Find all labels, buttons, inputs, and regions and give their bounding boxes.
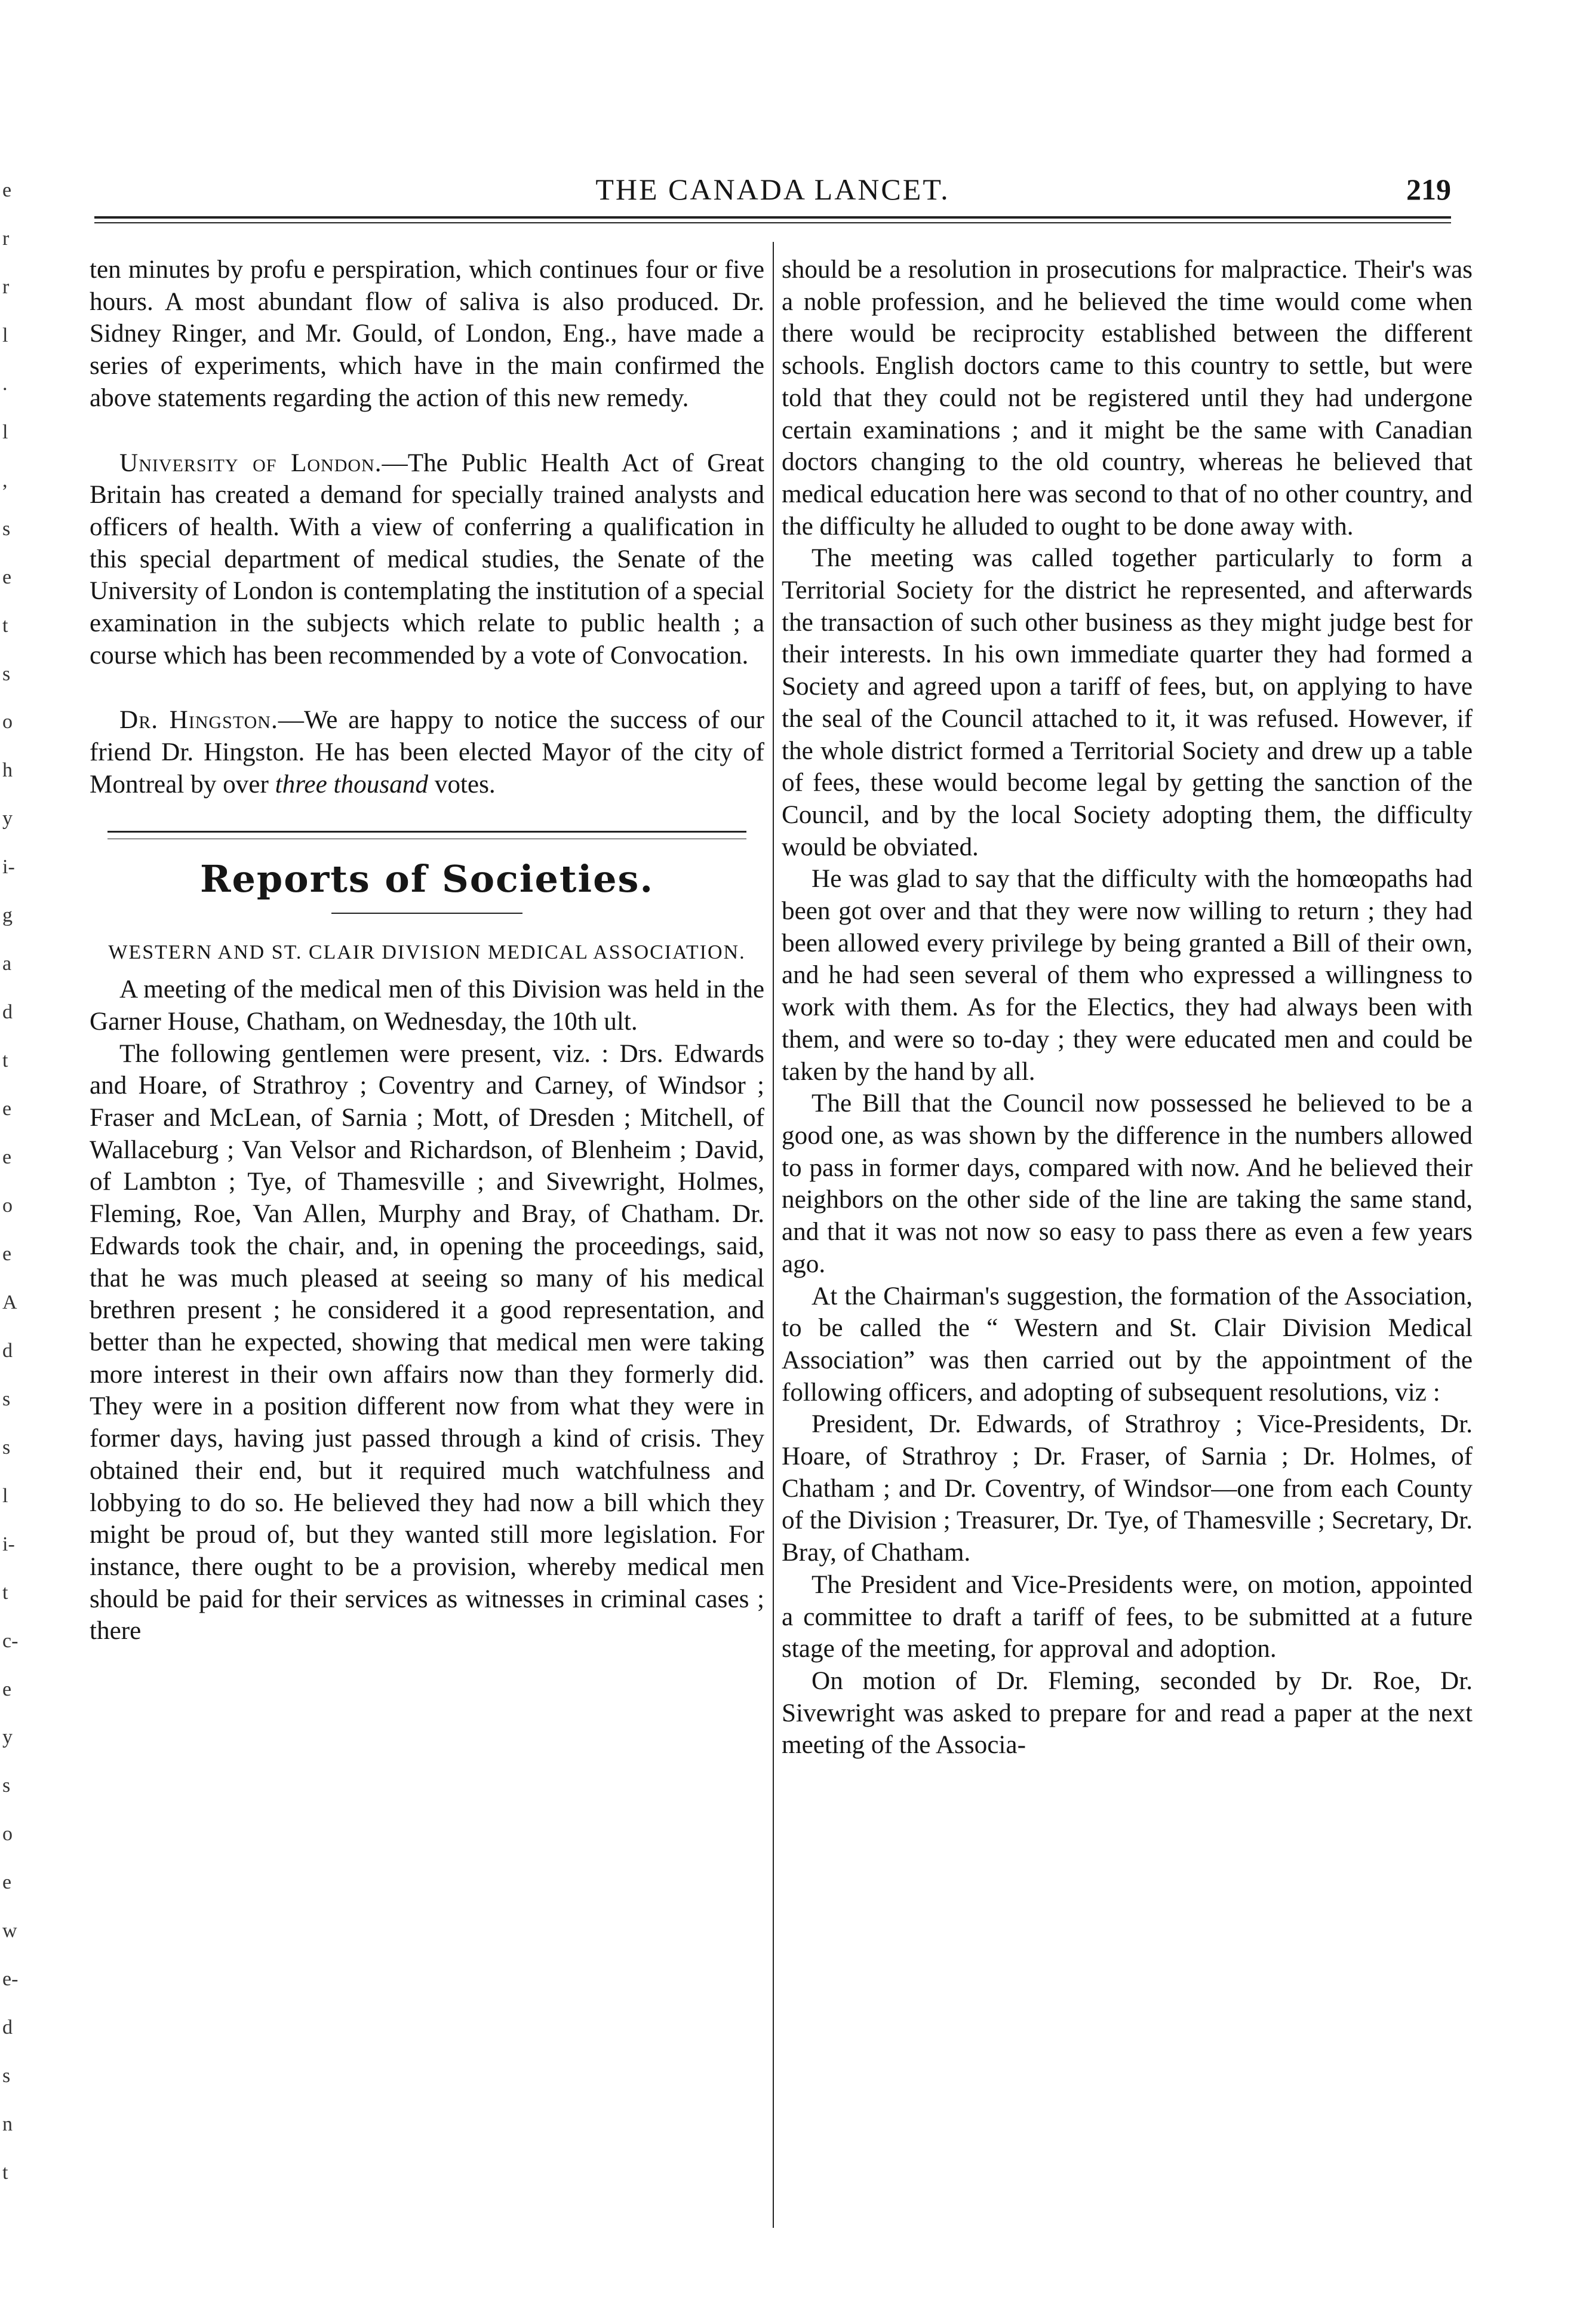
paragraph-remedy-continuation: ten minutes by profu e perspiration, which continues four or five hours. A most abundant flow of saliva is also produced. Dr. Sidney Ringer, and Mr. Gould, of London, Eng., have made a series of experiments, which have in the main confirmed the above statements regarding the action of this new remedy. bbox=[90, 256, 764, 412]
left-margin-fragments bbox=[0, 179, 19, 2324]
margin-fragment: w bbox=[2, 1920, 17, 1942]
header-rule-thin bbox=[94, 222, 1451, 223]
margin-fragment: e- bbox=[2, 1968, 19, 1991]
margin-fragment: o bbox=[2, 711, 13, 733]
margin-fragment: , bbox=[2, 469, 8, 492]
paragraph-territorial-society: The meeting was called together particularly to form a Territorial Society for the district he represented, and afterwards the transaction of such other business as they might judge best for their interests. In his own immediate quarter they had formed a Society and agreed upon a tariff of fees, but, on applying to have the seal of the Council attached to it, it was refused. However, if the whole district formed a Territorial Society and drew up a table of fees, these would become legal by getting the sanction of the Council, and by the local Society adopting them, the difficulty would be obviated. bbox=[782, 544, 1473, 861]
margin-fragment: s bbox=[2, 1387, 11, 1410]
margin-fragment: e bbox=[2, 1146, 12, 1169]
margin-fragment: l bbox=[2, 324, 8, 346]
page-number: 219 bbox=[1406, 173, 1451, 206]
paragraph-malpractice-continuation: should be a resolution in prosecutions for malpractice. Their's was a noble profession, and he believed the time would come when there would be reciprocity established between the different schools. English doctors came to this country to settle, but were told that they could not be registered until they had undergone certain examinations ; and it might be the same with Canadian doctors changing to the old country, whereas he believed that medical education here was second to that of no other country, and the difficulty he alluded to ought to be done away with. bbox=[782, 256, 1473, 541]
margin-fragment: l bbox=[2, 420, 8, 443]
running-header bbox=[94, 172, 1451, 208]
margin-fragment: c- bbox=[2, 1629, 19, 1652]
margin-fragment: t bbox=[2, 1049, 8, 1072]
paragraph-council-bill: The Bill that the Council now possessed he believed to be a good one, as was shown by the difference in the numbers allowed to pass in former days, compared with now. And he believed their neighbors on the other side of the line are taking the same stand, and that it was not now so easy to pass there as even a few years ago. bbox=[782, 1089, 1473, 1278]
left-column bbox=[90, 254, 764, 1647]
article-heading: WESTERN AND ST. CLAIR DIVISION MEDICAL ASSOCIATION. bbox=[108, 941, 746, 964]
section-title: Reports of Societies. bbox=[199, 856, 654, 901]
margin-fragment: h bbox=[2, 759, 13, 782]
margin-fragment: d bbox=[2, 2016, 13, 2039]
university-text: —The Public Health Act of Great Britain has created a demand for specially trained analysts and officers of health. With a view of conferring a qualification in this special department of medical studies, the Senate of the University of London is contemplating the institution of a special examination in the subjects which relate to public health ; a course which has been recommended by a vote of Convocation. bbox=[90, 449, 764, 670]
journal-title: THE CANADA LANCET. bbox=[595, 173, 950, 206]
margin-fragment: r bbox=[2, 227, 10, 250]
paragraph-gentlemen-present: The following gentlemen were present, viz. : Drs. Edwards and Hoare, of Strathroy ; Coventry and Carney, of Windsor ; Fraser and McLean, of Sarnia ; Mott, of Dresden ; Mitchell, of Wallaceburg ; Van Velsor and Richardson, of Blenheim ; David, of Lambton ; Tye, of Thamesville ; and Sivewright, Holmes, Fleming, Roe, Van Allen, Murphy and Bray, of Chatham. Dr. Edwards took the chair, and, in opening the proceedings, said, that he was much pleased at seeing so many of his medical brethren present ; he considered it a good representation, and better than he expected, showing that medical men were taking more interest in their own affairs now than they formerly did. They were in a position different now from what they were in former days, having just passed through a kind of crisis. They obtained their end, but it required much watchfulness and lobbying to do so. He believed they had now a bill which they might be proud of, but they wanted still more legislation. For instance, there ought to be a provision, whereby medical men should be paid for their services as witnesses in criminal cases ; there bbox=[90, 1039, 764, 1645]
margin-fragment: . bbox=[2, 372, 8, 395]
paragraph-motion: On motion of Dr. Fleming, seconded by Dr. Roe, Dr. Sivewright was asked to prepare for and read a paper at the next meeting of the Associa- bbox=[782, 1666, 1473, 1760]
paragraph-committee: The President and Vice-Presidents were, on motion, appointed a committee to draft a tariff of fees, to be submitted at a future stage of the meeting, for approval and adoption. bbox=[782, 1570, 1473, 1663]
section-divider bbox=[107, 831, 746, 839]
hingston-text-before: —We are happy to notice the success of our friend Dr. Hingston. He has been elected Mayor of the city of Montreal by over bbox=[90, 706, 764, 799]
margin-fragment: y bbox=[2, 1726, 13, 1749]
hingston-text-after: votes. bbox=[428, 770, 496, 799]
margin-fragment: n bbox=[2, 2113, 13, 2136]
university-lead: University of London. bbox=[119, 449, 382, 477]
margin-fragment: A bbox=[2, 1291, 17, 1313]
margin-fragment: s bbox=[2, 517, 11, 540]
margin-fragment: a bbox=[2, 953, 12, 975]
paragraph-officers: President, Dr. Edwards, of Strathroy ; Vice-Presidents, Dr. Hoare, of Strathroy ; Dr. Fraser, of Sarnia ; Dr. Holmes, of Chatham ; and Dr. Coventry, of Windsor—one from each County of the Division ; Treasurer, Dr. Tye, of Thamesville ; Secretary, Dr. Bray, of Chatham. bbox=[782, 1410, 1473, 1567]
margin-fragment: t bbox=[2, 2162, 8, 2184]
margin-fragment: o bbox=[2, 1823, 13, 1846]
margin-fragment: i- bbox=[2, 1533, 15, 1555]
margin-fragment: e bbox=[2, 1678, 12, 1700]
margin-fragment: e bbox=[2, 566, 12, 588]
margin-fragment: e bbox=[2, 1242, 12, 1265]
margin-fragment: g bbox=[2, 904, 13, 927]
paragraph-homoeopaths: He was glad to say that the difficulty with the homœopaths had been got over and that they were now willing to return ; they had been allowed every privilege by being granted a Bill of their own, and he had seen several of them who expressed a willingness to work with them. As for the Electics, they had always been with them, and were so to-day ; they were educated men and could be taken by the hand by all. bbox=[782, 865, 1473, 1086]
margin-fragment: l bbox=[2, 1484, 8, 1507]
right-column bbox=[782, 254, 1473, 1761]
paragraph-chairman-suggestion: At the Chairman's suggestion, the formation of the Association, to be called the “ Western and St. Clair Division Medical Association” was then carried out by the appointment of the following officers, and adopting of subsequent resolutions, viz : bbox=[782, 1282, 1473, 1407]
margin-fragment: y bbox=[2, 808, 13, 830]
paragraph-meeting: A meeting of the medical men of this Division was held in the Garner House, Chatham, on Wednesday, the 10th ult. bbox=[90, 975, 764, 1036]
margin-fragment: i- bbox=[2, 856, 15, 879]
margin-fragment: s bbox=[2, 662, 11, 685]
margin-fragment: e bbox=[2, 179, 12, 201]
paragraph-dr-hingston bbox=[90, 704, 764, 800]
margin-fragment: o bbox=[2, 1195, 13, 1217]
margin-fragment: t bbox=[2, 1581, 8, 1604]
column-divider bbox=[773, 242, 774, 2228]
margin-fragment: s bbox=[2, 1775, 11, 1797]
margin-fragment: d bbox=[2, 1001, 13, 1024]
margin-fragment: e bbox=[2, 1098, 12, 1120]
header-rule-thick bbox=[94, 216, 1451, 219]
margin-fragment: r bbox=[2, 275, 10, 298]
paragraph-university-of-london bbox=[90, 447, 764, 672]
margin-fragment: s bbox=[2, 2065, 11, 2087]
margin-fragment: t bbox=[2, 614, 8, 637]
hingston-emphasis: three thousand bbox=[275, 770, 428, 799]
margin-fragment: s bbox=[2, 1436, 11, 1459]
margin-fragment: d bbox=[2, 1339, 13, 1362]
margin-fragment: e bbox=[2, 1871, 12, 1894]
section-title-rule bbox=[331, 913, 522, 914]
hingston-lead: Dr. Hingston. bbox=[119, 706, 278, 735]
